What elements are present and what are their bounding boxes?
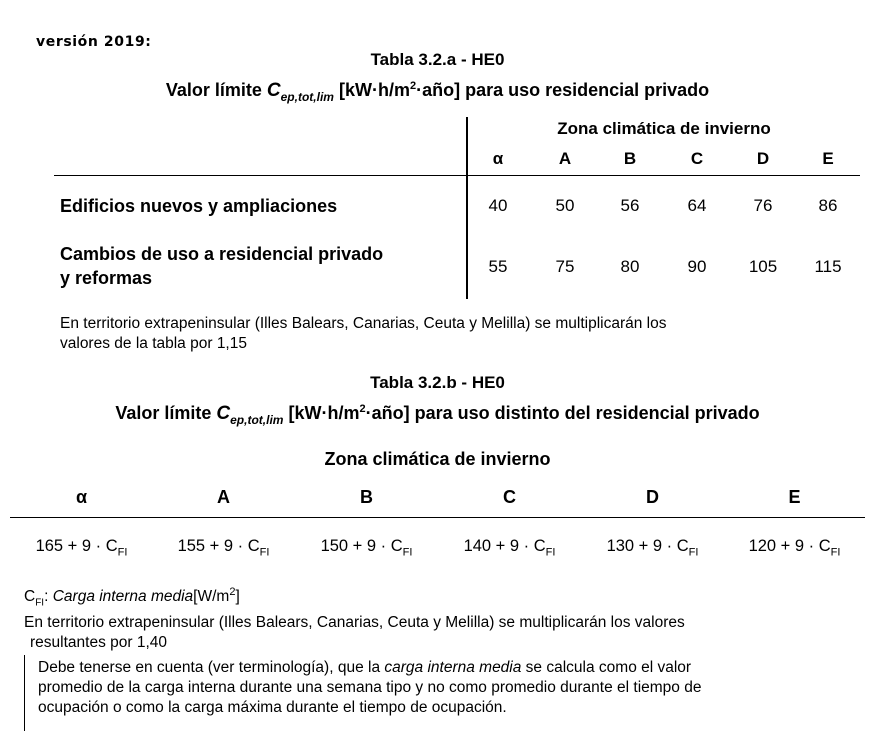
version-label: versión 2019: [36, 34, 152, 50]
table-a-row-label-new-buildings: Edificios nuevos y ampliaciones [60, 196, 338, 216]
table-b-subtitle: Valor límite $C_{ep,tot,lim}$ $[kW\cdot h/m^2\cdot año]$ para uso distinto del residencial privado [115, 403, 760, 427]
table-b-zone-header: Zona climática de invierno [324, 449, 551, 469]
table-a-zone-d: D [756, 149, 770, 168]
table-b-cell: $140 + 9 \cdot C_{FI}$ [463, 537, 556, 559]
table-b-title: Tabla 3.2.b - HE0 [370, 373, 505, 392]
table-a-header-rule [54, 175, 860, 176]
table-a-cell: 76 [753, 196, 773, 215]
table-a-row-label-changes: Cambios de uso a residencial privado y reformas [60, 244, 384, 288]
table-a-subtitle: Valor límite $C_{ep,tot,lim}$ $[kW\cdot h/m^2\cdot año]$ para uso residencial privado [165, 80, 710, 104]
table-b-cell: $150 + 9 \cdot C_{FI}$ [320, 537, 413, 559]
table-a-cell: 86 [818, 196, 838, 215]
table-a-zone-alpha: α [492, 149, 504, 168]
table-a-cell: 105 [748, 257, 778, 276]
table-b-zone-a: A [217, 487, 230, 507]
table-a-cell: 75 [555, 257, 575, 276]
table-a-cell: 56 [620, 196, 640, 215]
table-b-zone-b: B [360, 487, 373, 507]
callout-left-rule [24, 655, 25, 731]
table-a-zone-a: A [558, 149, 572, 168]
table-b-cell: $130 + 9 \cdot C_{FI}$ [606, 537, 699, 559]
table-a-zone-b: B [623, 149, 637, 168]
table-a-zone-e: E [822, 149, 834, 168]
table-b-zone-d: D [646, 487, 659, 507]
table-a-zone-c: C [690, 149, 704, 168]
table-a-cell: 40 [488, 196, 508, 215]
table-a-cell: 90 [687, 257, 707, 276]
cep-symbol: $C_{ep,tot,lim}$ [216, 403, 284, 427]
table-a-cell: 50 [555, 196, 575, 215]
table-b-cell: $165 + 9 \cdot C_{FI}$ [35, 537, 128, 559]
table-a-title: Tabla 3.2.a - HE0 [370, 50, 505, 69]
table-b-zone-alpha: α [75, 487, 88, 507]
cep-symbol: $C_{ep,tot,lim}$ [266, 80, 334, 104]
table-b-zone-c: C [503, 487, 516, 507]
table-b-zone-e: E [788, 487, 801, 507]
table-b-cell: $155 + 9 \cdot C_{FI}$ [177, 537, 270, 559]
table-a-cell: 64 [687, 196, 707, 215]
cfi-definition: $C_{FI}$: Carga interna $media[W/m^2]$ [24, 586, 240, 609]
table-a-zone-header: Zona climática de invierno [557, 119, 771, 138]
table-a-cell: 80 [620, 257, 640, 276]
callout-text: Debe tenerse en cuenta (ver terminología), que la carga interna media se calcula como el valor promedio de la carga interna durante una semana tipo y no como promedio durante el tiempo de ocupación o como la carga máxima durante el tiempo de ocupación. [38, 659, 702, 716]
table-b-header-rule [10, 517, 865, 518]
table-b-cell: $120 + 9 \cdot C_{FI}$ [748, 537, 841, 559]
table-b-note: En territorio extrapeninsular (Illes Balears, Canarias, Ceuta y Melilla) se multiplicarán los valores resultantes por 1,40 [24, 614, 685, 651]
table-a-cell: 115 [814, 257, 842, 276]
table-a-note: En territorio extrapeninsular (Illes Balears, Canarias, Ceuta y Melilla) se multiplicarán los valores de la tabla por 1,15 [60, 315, 667, 352]
table-a-cell: 55 [488, 257, 508, 276]
